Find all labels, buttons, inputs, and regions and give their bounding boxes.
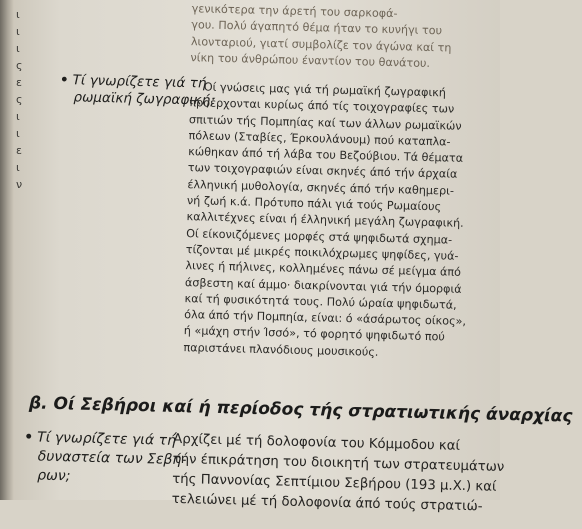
question-line: • Τί γνωρίζετε γιά τή bbox=[23, 429, 177, 449]
text-line: νίκη του άνθρώπου έναντίον του θανάτου. bbox=[190, 51, 431, 70]
text-line: Οί γνώσεις μας γιά τή ρωμαϊκή ζωγραφική bbox=[203, 80, 447, 100]
text-line: κώθηκαν άπό τή λάβα του Βεζούβιου. Τά θέματα bbox=[188, 145, 464, 166]
text-line: γενικότερα την άρετή του σαρκοφά- bbox=[191, 2, 398, 21]
text-line: νή ζωή κ.ά. Πρότυπο πάλι γιά τούς Ρωμαίους bbox=[186, 194, 442, 214]
edge-letter: ν bbox=[16, 178, 23, 191]
edge-letter: ε bbox=[16, 76, 22, 89]
edge-letter: ς bbox=[16, 59, 23, 72]
text-line: Οί είκονιζόμενες μορφές στά ψηφιδωτά σχημα- bbox=[186, 226, 453, 247]
second-paragraph bbox=[171, 430, 505, 518]
text-line: έλληνική μυθολογία, σκηνές άπό τήν καθημερι- bbox=[187, 177, 455, 198]
text-line: λιονταριού, γιατί συμβολίζε τον άγώνα καί τη bbox=[190, 34, 452, 55]
edge-letter: ι bbox=[16, 25, 20, 38]
edge-letter: ι bbox=[16, 8, 20, 21]
text-line: άσβεστη καί άμμο· διακρίνονται γιά τήν όμορφιά bbox=[184, 275, 462, 296]
question-line: • Τί γνωρίζετε γιά τή bbox=[59, 71, 207, 92]
text-line: των τοιχογραφιών είναι σκηνές άπό τήν άρχαία bbox=[187, 161, 458, 182]
text-line: τήν έπικράτηση του διοικητή των στρατευμάτων bbox=[172, 451, 505, 475]
bullet: • bbox=[23, 429, 34, 446]
edge-letter: ι bbox=[16, 161, 20, 174]
text-line: καί τή φυσικότητά τους. Πολύ ώραία ψηφιδωτά, bbox=[184, 291, 457, 312]
edge-letter: ς bbox=[16, 93, 23, 106]
text-line: προέρχονται κυρίως άπό τίς τοιχογραφίες των bbox=[189, 96, 455, 116]
text-line: πόλεων (Σταβίες, Έρκουλάνουμ) πού καταπλα- bbox=[188, 129, 451, 149]
text-line: λινες ή πήλινες, κολλημένες πάνω σέ μείγμα άπό bbox=[185, 259, 462, 280]
bullet: • bbox=[59, 71, 69, 89]
text-line: παριστάνει πλανόδιους μουσικούς. bbox=[183, 340, 379, 359]
question-line: ρωμαϊκή ζωγραφική; bbox=[73, 89, 216, 109]
edge-letter: ε bbox=[16, 144, 22, 157]
text-line: καλλιτέχνες είναι ή έλληνική μεγάλη ζωγραφική. bbox=[186, 210, 464, 231]
top-paragraph bbox=[190, 1, 452, 73]
text-line: τίζονται μέ μικρές ποικιλόχρωμες ψηφίδες, γυά- bbox=[185, 243, 459, 263]
edge-letter: ι bbox=[16, 127, 20, 140]
text-line: Άρχίζει μέ τή δολοφονία του Κόμμοδου καί bbox=[172, 431, 461, 454]
main-paragraph bbox=[183, 79, 472, 363]
text-line: όλα άπό τήν Πομπηία, είναι: ό «άσάρωτος οίκος», bbox=[184, 308, 467, 329]
text-line: τής Παννονίας Σεπτίμιου Σεβήρου (193 μ.Χ.) καί bbox=[172, 471, 497, 495]
question-line: ρων; bbox=[37, 467, 71, 485]
section-heading: β. Οί Σεβήροι καί ή περίοδος τής στρατιωτικής άναρχίας bbox=[28, 393, 573, 427]
edge-letter: ι bbox=[16, 110, 20, 123]
margin-question-2 bbox=[23, 428, 187, 489]
text-line: σπιτιών τής Πομπηίας καί των άλλων ρωμαϊκών bbox=[188, 112, 462, 133]
text-line: γου. Πολύ άγαπητό θέμα ήταν το κυνήγι του bbox=[191, 18, 443, 38]
question-line: δυναστεία των Σεβή- bbox=[37, 448, 187, 469]
edge-letter: ι bbox=[16, 42, 20, 55]
text-line: τελειώνει μέ τή δολοφονία άπό τούς στρατιώ- bbox=[171, 491, 483, 515]
text-line: ή «μάχη στήν Ίσσό», τό φορητό ψηφιδωτό πού bbox=[183, 324, 446, 344]
